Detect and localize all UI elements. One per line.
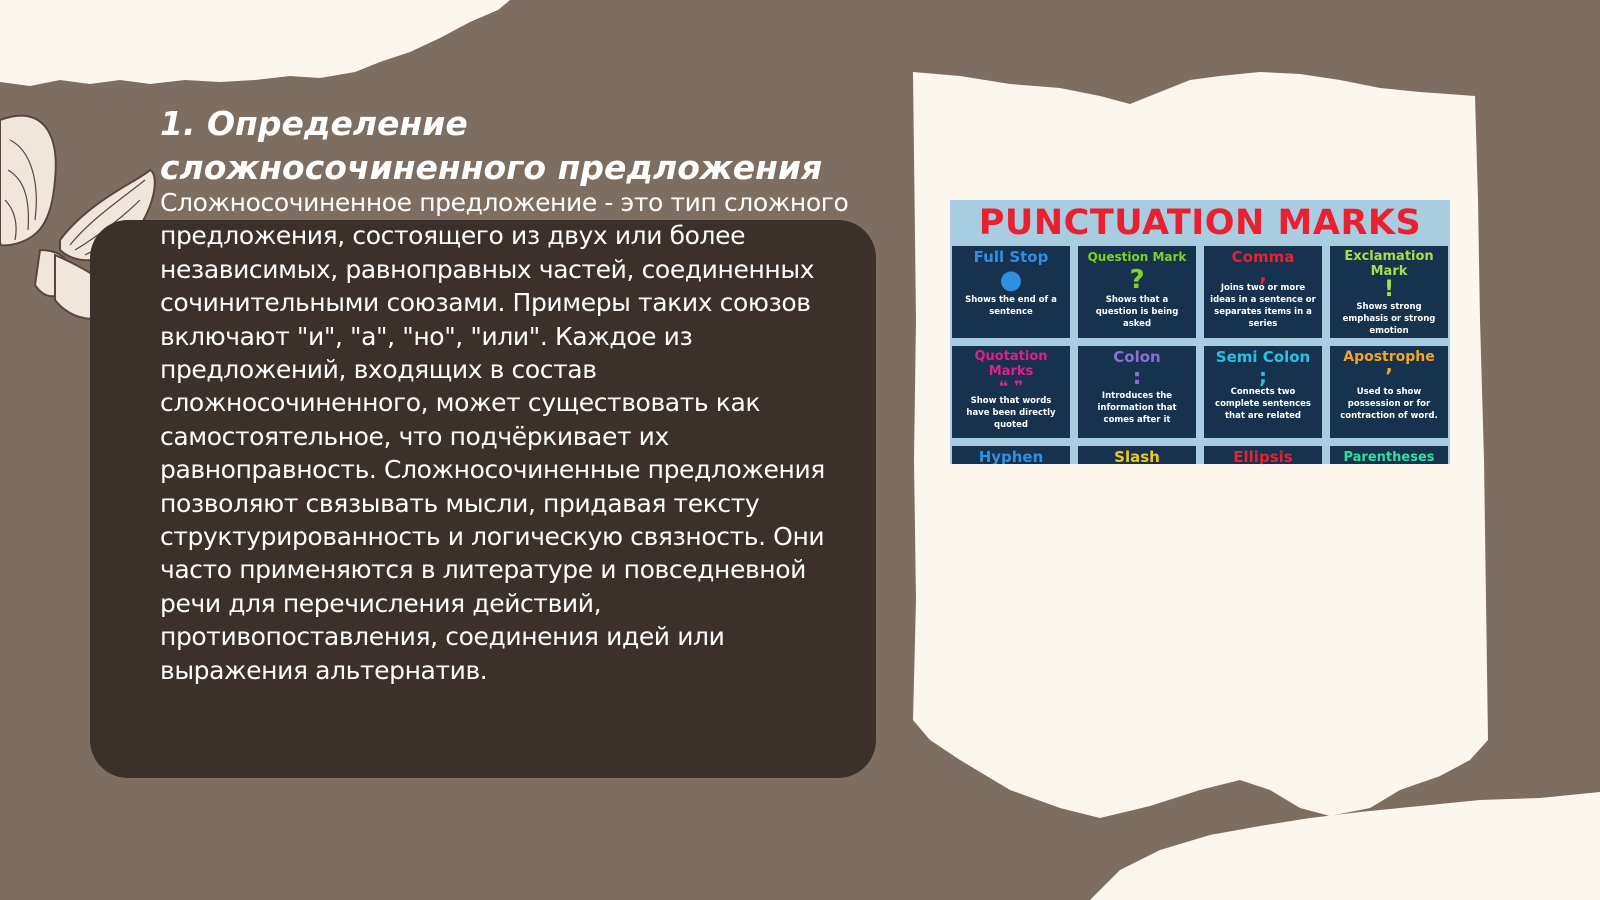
tile-desc: Shows that a question is being asked xyxy=(1095,295,1179,329)
tile-semi-colon xyxy=(1204,346,1322,438)
infographic-title: PUNCTUATION MARKS xyxy=(978,203,1422,243)
tile-parentheses xyxy=(1330,446,1448,464)
tile-desc: Shows the end of a sentence xyxy=(965,295,1057,317)
tile-quotation-marks xyxy=(952,346,1070,438)
tile-name: Question Mark xyxy=(1087,250,1187,264)
tile-slash xyxy=(1078,446,1196,464)
tile-desc: Used to show possession or for contraction of word. xyxy=(1340,387,1438,421)
tile-exclamation-mark xyxy=(1330,246,1448,338)
slide-title: 1. Определение сложносочиненного предложения xyxy=(160,104,823,187)
exclamation-icon: ! xyxy=(1383,277,1395,302)
slide-body-text: Сложносочиненное предложение - это тип сложного предложения, состоящего из двух или более независимых, равноправных частей, соединенных сочинительными союзами. Примеры таких союзов включают "и", "а", "но", "или". Каждое из предложений, входящих в состав сложносочиненного, может существовать как самостоятельное, что подчёркивает их равноправность. Сложносочиненные предложения позволяют связывать мысли, придавая тексту структурированность и логическую связность. Они часто применяются в литературе и повседневной речи для перечисления действий, противопоставления, соединения идей или выражения альтернатив. xyxy=(160,188,849,685)
tile-name: Semi Colon xyxy=(1215,348,1311,366)
tile-name: Colon xyxy=(1113,348,1161,366)
tile-question-mark xyxy=(1078,246,1196,338)
tile-colon xyxy=(1078,346,1196,438)
tile-desc: Shows strong emphasis or strong emotion xyxy=(1342,302,1436,336)
tile-name: Parentheses xyxy=(1343,450,1435,464)
quotation-marks-icon: ❝ ❞ xyxy=(998,377,1024,396)
tile-desc: Show that words have been directly quoted xyxy=(966,396,1056,430)
comma-icon: , xyxy=(1259,262,1267,286)
tile-comma xyxy=(1204,246,1322,338)
tile-ellipsis xyxy=(1204,446,1322,464)
question-mark-icon: ? xyxy=(1129,265,1145,295)
punctuation-infographic xyxy=(950,200,1450,464)
colon-icon: : xyxy=(1132,365,1142,390)
tile-desc: Connects two complete sentences that are related xyxy=(1215,387,1311,421)
tile-full-stop xyxy=(952,246,1070,338)
tile-name: Exclamation Mark xyxy=(1344,249,1434,279)
tile-name: Comma xyxy=(1231,248,1295,266)
tile-name: Full Stop xyxy=(973,248,1049,266)
semicolon-icon: ; xyxy=(1259,364,1267,388)
tile-name: Quotation Marks xyxy=(974,349,1048,379)
tile-hyphen xyxy=(952,446,1070,464)
full-stop-icon: ● xyxy=(999,265,1023,295)
tile-desc: Joins two or more ideas in a sentence or separates items in a series xyxy=(1210,283,1316,329)
apostrophe-icon: ’ xyxy=(1385,364,1393,388)
tile-name: Slash xyxy=(1114,448,1160,464)
tile-apostrophe xyxy=(1330,346,1448,438)
tile-desc: Introduces the information that comes after it xyxy=(1097,391,1177,425)
tile-name: Ellipsis xyxy=(1233,448,1293,464)
tile-name: Hyphen xyxy=(978,448,1044,464)
tile-name: Apostrophe xyxy=(1343,349,1435,365)
